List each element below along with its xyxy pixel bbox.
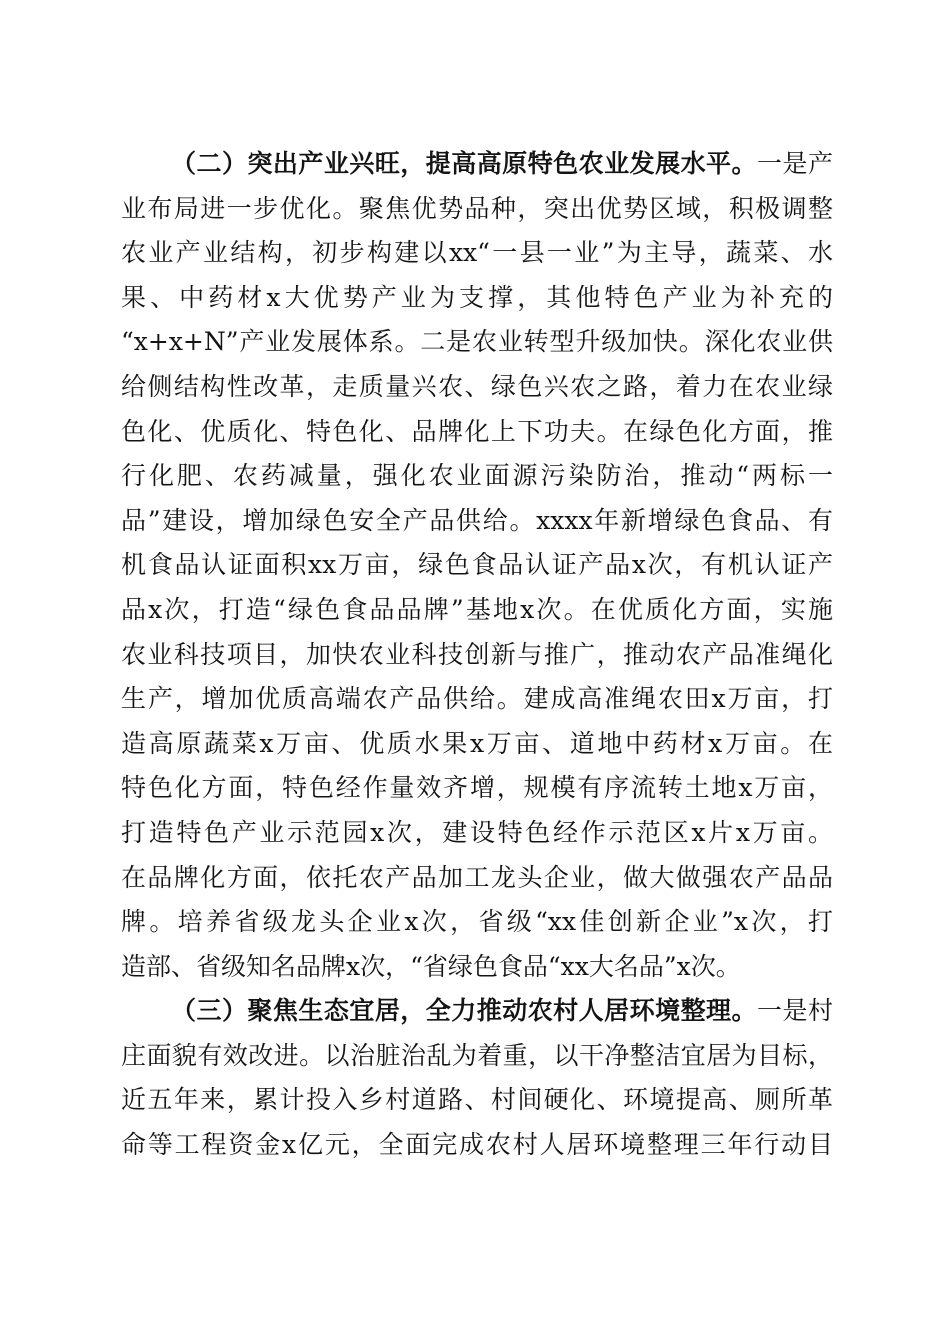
paragraph-2-line-1 [121,142,833,187]
paragraph-3-line-4: 命等工程资金x亿元，全面完成农村人居环境整理三年行动目 [121,1130,833,1160]
paragraph-2-line-18: 牌。培养省级龙头企业x次，省级“xx佳创新企业”x次，打 [121,907,833,937]
paragraph-2-line-17: 在品牌化方面，依托农产品加工龙头企业，做大做强农产品品 [121,862,833,892]
paragraph-3-heading: （三）聚焦生态宜居，全力推动农村人居环境整理。 [171,996,758,1026]
paragraph-2-line-6: 给侧结构性改革，走质量兴农、绿色兴农之路，着力在农业绿 [121,371,833,401]
paragraph-2-line-15: 特色化方面，特色经作量效齐增，规模有序流转土地x万亩， [121,773,833,803]
paragraph-2-line-14: 造高原蔬菜x万亩、优质水果x万亩、道地中药材x万亩。在 [121,728,833,758]
paragraph-2-line-19: 造部、省级知名品牌x次，“省绿色食品“xx大名品”x次。 [121,951,741,981]
paragraph-3-line-3: 近五年来，累计投入乡村道路、村间硬化、环境提高、厕所革 [121,1085,833,1115]
paragraph-2-line-3: 农业产业结构，初步构建以xx“一县一业”为主导，蔬菜、水 [121,238,833,268]
paragraph-2-line-7: 色化、优质化、特色化、品牌化上下功夫。在绿色化方面，推 [121,416,833,446]
paragraph-3-line-1 [121,989,833,1034]
paragraph-3-text: 一是村 [757,996,833,1026]
paragraph-2-line-8: 行化肥、农药减量，强化农业面源污染防治，推动“两标一 [121,461,833,491]
paragraph-2-line-4: 果、中药材x大优势产业为支撑，其他特色产业为补充的 [121,282,833,312]
paragraph-2-line-5: “x+x+N”产业发展体系。二是农业转型升级加快。深化农业供 [121,327,833,357]
document-body [121,142,833,1168]
paragraph-2-line-13: 生产，增加优质高端农产品供给。建成高准绳农田x万亩，打 [121,684,833,714]
paragraph-3-line-2: 庄面貌有效改进。以治脏治乱为着重，以干净整洁宜居为目标， [121,1040,833,1070]
paragraph-2-line-2: 业布局进一步优化。聚焦优势品种，突出优势区域，积极调整 [121,193,833,223]
paragraph-2-text: 一是产 [757,149,833,178]
paragraph-2-line-10: 机食品认证面积xx万亩，绿色食品认证产品x次，有机认证产 [121,550,833,580]
paragraph-2-line-9: 品”建设，增加绿色安全产品供给。xxxx年新增绿色食品、有 [121,505,833,535]
paragraph-2-line-11: 品x次，打造“绿色食品品牌”基地x次。在优质化方面，实施 [121,594,833,624]
paragraph-2-line-16: 打造特色产业示范园x次，建设特色经作示范区x片x万亩。 [121,817,833,847]
paragraph-2-line-12: 农业科技项目，加快农业科技创新与推广，推动农产品准绳化 [121,639,833,669]
paragraph-2-heading: （二）突出产业兴旺，提高高原特色农业发展水平。 [171,149,758,178]
